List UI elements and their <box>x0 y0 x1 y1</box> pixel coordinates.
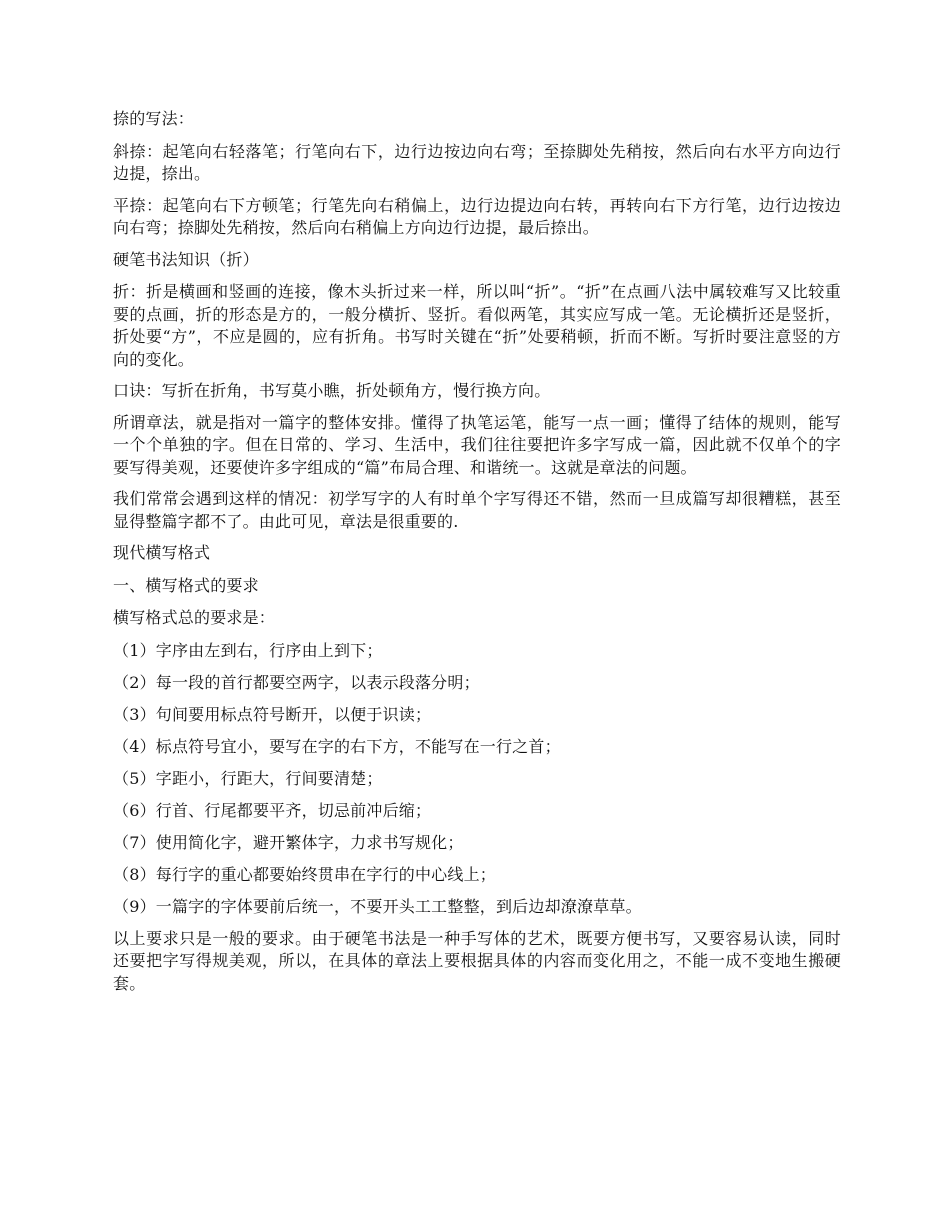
section-heading-pie-stroke: 捺的写法： <box>113 109 195 128</box>
paragraph-fold-description: 折：折是横画和竖画的连接，像木头折过来一样，所以叫“折”。“折”在点画八法中属较难写又比较重要的点画，折的形态是方的，一般分横折、竖折。看似两笔，其实应写成一笔。无论横折还是竖折，折处要“方”，不应是圆的，应有折角。书写时关键在“折”处要稍顿，折而不断。写折时要注意竖的方向的变化。 <box>113 282 841 369</box>
paragraph-oblique-pie: 斜捺：起笔向右轻落笔；行笔向右下，边行边按边向右弯；至捺脚处先稍按，然后向右水平方向边行边提，捺出。 <box>113 141 841 183</box>
paragraph-composition: 所谓章法，就是指对一篇字的整体安排。懂得了执笔运笔，能写一点一画；懂得了结体的规则，能写一个个单独的字。但在日常的、学习、生活中，我们往往要把许多字写成一篇，因此就不仅单个的字要写得美观，还要使许多字组成的“篇”布局合理、和谐统一。这就是章法的问题。 <box>113 412 841 477</box>
paragraph-conclusion: 以上要求只是一般的要求。由于硬笔书法是一种手写体的艺术，既要方便书写，又要容易认读，同时还要把字写得规美观，所以，在具体的章法上要根据具体的内容而变化用之，不能一成不变地生搬硬套。 <box>113 928 841 993</box>
list-item: （5）字距小，行距大，行间要清楚； <box>113 768 383 788</box>
paragraph-flat-pie: 平捺：起笔向右下方顿笔；行笔先向右稍偏上，边行边提边向右转，再转向右下方行笔，边行边按边向右弯；捺脚处先稍按，然后向右稍偏上方向边行边提，最后捺出。 <box>113 195 841 237</box>
paragraph-fold-mnemonic: 口诀：写折在折角，书写莫小瞧，折处顿角方，慢行换方向。 <box>113 381 551 400</box>
list-item: （4）标点符号宜小，要写在字的右下方，不能写在一行之首； <box>113 736 561 756</box>
paragraph-composition-importance: 我们常常会遇到这样的情况：初学写字的人有时单个字写得还不错，然而一旦成篇写却很糟糕，甚至显得整篇字都不了。由此可见，章法是很重要的. <box>113 489 841 531</box>
section-heading-fold-stroke: 硬笔书法知识（折） <box>113 249 259 269</box>
section-heading-horizontal-format: 现代横写格式 <box>113 543 211 562</box>
list-item: （8）每行字的重心都要始终贯串在字行的中心线上； <box>113 864 496 884</box>
list-item: （9）一篇字的字体要前后统一，不要开头工工整整，到后边却潦潦草草。 <box>113 896 642 916</box>
requirements-list <box>113 640 841 919</box>
paragraph-requirements-intro: 横写格式总的要求是： <box>113 608 276 627</box>
list-item: （7）使用简化字，避开繁体字，力求书写规化； <box>113 832 464 852</box>
list-item: （3）句间要用标点符号断开，以便于识读； <box>113 704 432 724</box>
document-page <box>113 108 841 1004</box>
subheading-format-requirements: 一、横写格式的要求 <box>113 575 259 595</box>
list-item: （6）行首、行尾都要平齐，切忌前冲后缩； <box>113 800 432 820</box>
list-item: （1）字序由左到右，行序由上到下； <box>113 640 383 660</box>
list-item: （2）每一段的首行都要空两字，以表示段落分明； <box>113 672 480 692</box>
